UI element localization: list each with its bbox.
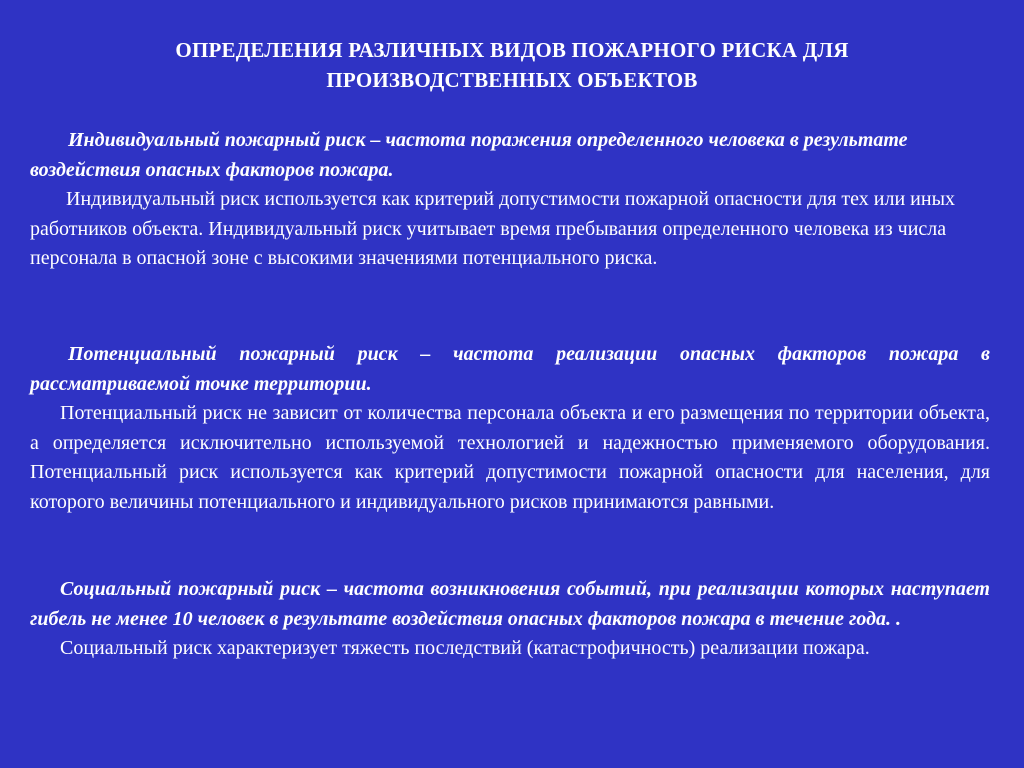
individual-risk-definition: Индивидуальный пожарный риск – частота поражения определенного человека в результате воздействия опасных факторов пожара. (30, 129, 908, 181)
potential-risk-section (30, 340, 990, 518)
title-line-2: ПРОИЗВОДСТВЕННЫХ ОБЪЕКТОВ (326, 68, 698, 92)
potential-risk-definition: Потенциальный пожарный риск – частота реализации опасных факторов пожара в рассматриваемой точке территории. (30, 343, 990, 395)
social-risk-description: Социальный риск характеризует тяжесть последствий (катастрофичность) реализации пожара. (60, 637, 870, 660)
social-risk-definition: Социальный пожарный риск – частота возникновения событий, при реализации которых наступает гибель не менее 10 человек в результате воздействия опасных факторов пожара в течение года. . (30, 578, 990, 630)
individual-risk-description: Индивидуальный риск используется как критерий допустимости пожарной опасности для тех или иных работников объекта. Индивидуальный риск учитывает время пребывания определенного человека из числа персонала в опасной зоне с высокими значениями потенциального риска. (30, 188, 956, 270)
title-line-1: ОПРЕДЕЛЕНИЯ РАЗЛИЧНЫХ ВИДОВ ПОЖАРНОГО РИСКА ДЛЯ (175, 38, 849, 62)
slide-title (0, 35, 1024, 95)
social-risk-section (30, 575, 990, 664)
individual-risk-section (30, 126, 990, 274)
potential-risk-description: Потенциальный риск не зависит от количества персонала объекта и его размещения по территории объекта, а определяется исключительно используемой технологией и надежностью применяемого оборудования. Потенциальный риск используется как критерий допустимости пожарной опасности для населения, для которого величины потенциального и индивидуального рисков принимаются равными. (30, 402, 990, 513)
